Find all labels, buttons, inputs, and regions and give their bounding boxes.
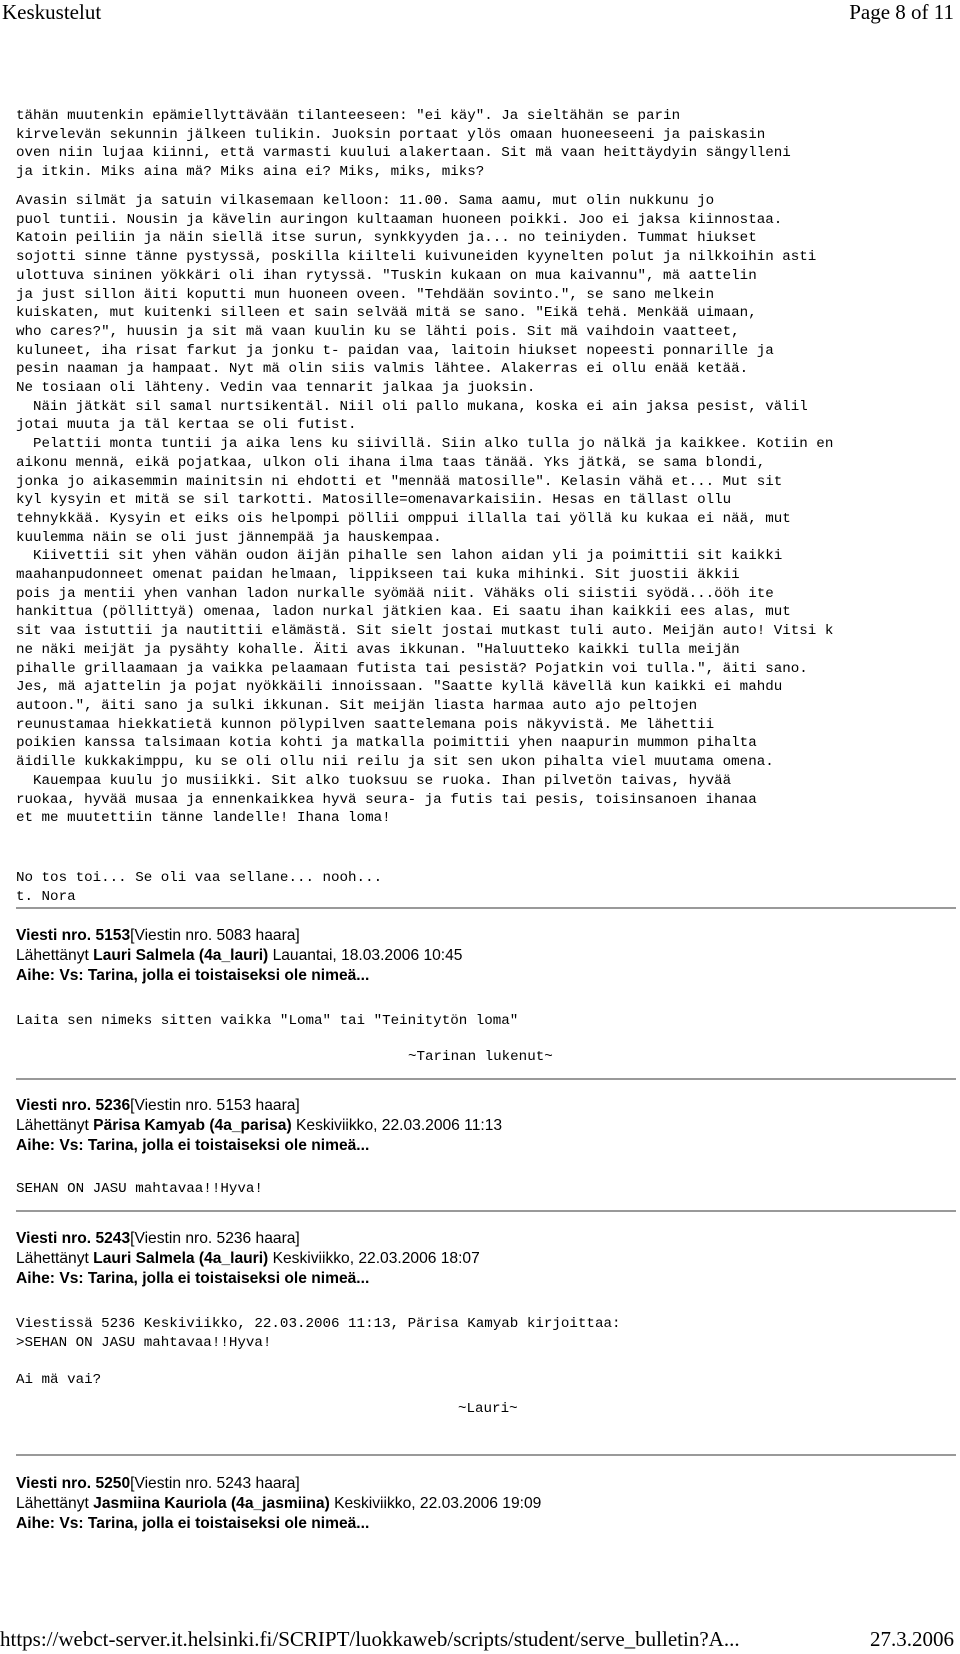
post-date: Keskiviikko, 22.03.2006 11:13	[291, 1117, 503, 1134]
post-author[interactable]: Lauri Salmela (4a_lauri)	[93, 1250, 269, 1267]
post-header	[16, 1229, 300, 1249]
story-closing: No tos toi... Se oli vaa sellane... nooh... t. Nora	[16, 870, 383, 905]
post-subject-text: Aihe: Vs: Tarina, jolla ei toistaiseksi ole nimeä...	[16, 1515, 370, 1532]
post-branch-link[interactable]: [Viestin nro. 5083 haara]	[130, 927, 300, 944]
post-sender	[16, 1494, 541, 1514]
post-subject-text: Aihe: Vs: Tarina, jolla ei toistaiseksi ole nimeä...	[16, 967, 370, 984]
sender-prefix: Lähettänyt	[16, 947, 94, 964]
print-date: 27.3.2006	[870, 1627, 954, 1651]
post-signature: ~Tarinan lukenut~	[408, 1049, 553, 1065]
post-author[interactable]: Lauri Salmela (4a_lauri)	[93, 947, 269, 964]
post-header	[16, 1474, 300, 1494]
post-number[interactable]: Viesti nro. 5250	[16, 1475, 131, 1492]
page-number: Page 8 of 11	[849, 0, 954, 24]
page-header-title: Keskustelut	[2, 0, 102, 24]
post-author[interactable]: Jasmiina Kauriola (4a_jasmiina)	[93, 1495, 330, 1512]
post-signature: ~Lauri~	[458, 1401, 518, 1417]
post-sender	[16, 946, 462, 966]
post-divider	[16, 1454, 956, 1456]
post-branch-link[interactable]: [Viestin nro. 5236 haara]	[130, 1230, 300, 1247]
post-number[interactable]: Viesti nro. 5243	[16, 1230, 131, 1247]
story-paragraph-2: Avasin silmät ja satuin vilkasemaan kelloon: 11.00. Sama aamu, mut olin nukkunu jo puol tuntii. Nousin ja kävelin auringon kultaaman huoneen poikki. Joo ei jaksa kiinnostaa. Katoin peiliin ja näin siellä itse surun, synkkyyden ja... no teiniyden. Tummat hiukset sojotti sinne tänne pystyssä, poskilla kiilteli kuivuneiden kyynelten polut ja nilkkoihin asti ulottuva sininen yökkäri oli ihan rytyssä. "Tuskin kukaan on mua kaivannu", mä aattelin ja just sillon äiti koputti mun huoneen oveen. "Tehdään sovinto.", se sano melkein kuiskaten, mut kuitenki silleen et sain selvää mitä se sano. "Eikä tehä. Menkää uimaan, who cares?", huusin ja sit mä vaan kuulin ku se lähti pois. Sit mä vaihdoin vaatteet, kuluneet, iha risat farkut ja jonku t- paidan vaa, laitoin hiukset nopeesti ponnarille ja pesin naaman ja hampaat. Nyt mä olin siis valmis lähtee. Alakerras ei ollu enää ketää. Ne tosiaan oli lähteny. Vedin vaa tennarit jalkaa ja juoksin. Näin jätkät sil samal nurtsikentäl. Niil oli pallo mukana, koska ei ain jaksa pesist, välil jotai muuta ja täl kertaa se oli futist. Pelattii monta tuntii ja aika lens ku siivillä. Siin alko tulla jo nälkä ja kaikkee. Kotiin en aikonu mennä, eikä pojatkaa, ulkon oli ihana ilma taas tänää. Yks jätkä, se sama blondi, jonka jo aikasemmin mainitsin ni ehdotti et "mennää matosille". Kelasin vähä et... Mut sit kyl kysyin et mitä se sil tarkotti. Matosille=omenavarkaisiin. Hesas en tällast ollu tehnykkää. Kysyin et eiks ois helpompi pöllii omppui illalla tai yöllä ku kukaa ei nää, mut kuulemma näin se oli just jännempää ja hauskempaa. Kiivettii sit yhen vähän oudon äijän pihalle sen lahon aidan yli ja poimittii sit kaikki maahanpudonneet omenat paidan helmaan, lippikseen tai kuka mihinki. Sit juostii äkkii pois ja mentii yhen vanhan ladon nurkalle syömää niit. Vähäks oli siistii syödä...ööh ite hankittua (pöllittyä) omenaa, ladon nurkal jätkien kaa. Ei saatu ihan kaikkii ees alas, mut sit vaa istuttii ja nautittii elämästä. Sit sielt jostai mutkast tuli auto. Meijän auto! Vitsi k ne näki meijät ja pysähty kohalle. Äiti avas ikkunan. "Haluutteko kaikki tulla meijän pihalle grillaamaan ja vaikka pelaamaan futista tai pesistä? Pojatkin voi tulla.", äiti sano. Jes, mä ajattelin ja pojat nyökkäili innoissaan. "Saatte kyllä kävellä kun kaikki ei mahdu autoon.", äiti sano ja sulki ikkunan. Sit meijän liasta harmaa auto ajo peltojen reunustamaa hiekkatietä kunnon pölypilven saattelemana pois näkyvistä. Me lähettii poikien kanssa talsimaan kotia kohti ja matkalla poimittii yhen naapurin mummon pihalta äidille kukkakimppu, ku se oli ollu nii reilu ja sit sen ukon pihalta viel muutama omena. Kauempaa kuulu jo musiikki. Sit alko tuoksuu se ruoka. Ihan pilvetön taivas, hyvää ruokaa, hyvää musaa ja ennenkaikkea hyvä seura- ja futis tai pesis, toisinsanoen ihanaa et me muutettiin tänne landelle! Ihana loma!	[16, 193, 834, 827]
post-body: SEHAN ON JASU mahtavaa!!Hyva!	[16, 1181, 263, 1197]
sender-prefix: Lähettänyt	[16, 1117, 94, 1134]
post-subject	[16, 1514, 369, 1534]
post-body: Laita sen nimeks sitten vaikka "Loma" tai "Teinitytön loma"	[16, 1013, 519, 1029]
post-subject	[16, 1136, 369, 1156]
post-date: Keskiviikko, 22.03.2006 19:09	[329, 1495, 542, 1512]
sender-prefix: Lähettänyt	[16, 1495, 94, 1512]
post-subject	[16, 966, 369, 986]
post-date: Lauantai, 18.03.2006 10:45	[268, 947, 463, 964]
post-body: Viestissä 5236 Keskiviikko, 22.03.2006 11:13, Pärisa Kamyab kirjoittaa: >SEHAN ON JASU mahtavaa!!Hyva! Ai mä vai?	[16, 1316, 621, 1389]
post-sender	[16, 1116, 502, 1136]
post-branch-link[interactable]: [Viestin nro. 5243 haara]	[130, 1475, 300, 1492]
page-url[interactable]: https://webct-server.it.helsinki.fi/SCRIPT/luokkaweb/scripts/student/serve_bulletin?A...	[0, 1627, 740, 1651]
post-divider	[16, 1078, 956, 1080]
post-divider	[16, 1210, 956, 1212]
post-divider	[16, 907, 956, 909]
post-subject	[16, 1269, 369, 1289]
post-number[interactable]: Viesti nro. 5236	[16, 1097, 131, 1114]
post-date: Keskiviikko, 22.03.2006 18:07	[268, 1250, 480, 1267]
post-subject-text: Aihe: Vs: Tarina, jolla ei toistaiseksi ole nimeä...	[16, 1270, 370, 1287]
post-branch-link[interactable]: [Viestin nro. 5153 haara]	[130, 1097, 300, 1114]
post-author[interactable]: Pärisa Kamyab (4a_parisa)	[93, 1117, 292, 1134]
sender-prefix: Lähettänyt	[16, 1250, 94, 1267]
post-sender	[16, 1249, 480, 1269]
post-header	[16, 926, 300, 946]
post-subject-text: Aihe: Vs: Tarina, jolla ei toistaiseksi ole nimeä...	[16, 1137, 370, 1154]
post-header	[16, 1096, 300, 1116]
post-number[interactable]: Viesti nro. 5153	[16, 927, 131, 944]
story-paragraph-1: tähän muutenkin epämiellyttävään tilanteeseen: "ei käy". Ja sieltähän se parin kirvelevän sekunnin jälkeen tulikin. Juoksin portaat ylös omaan huoneeseeni ja paiskasin oven niin lujaa kiinni, että varmasti kuului alakertaan. Sit mä vaan heittäydyin sängylleni ja itkin. Miks aina mä? Miks aina ei? Miks, miks, miks?	[16, 108, 791, 181]
